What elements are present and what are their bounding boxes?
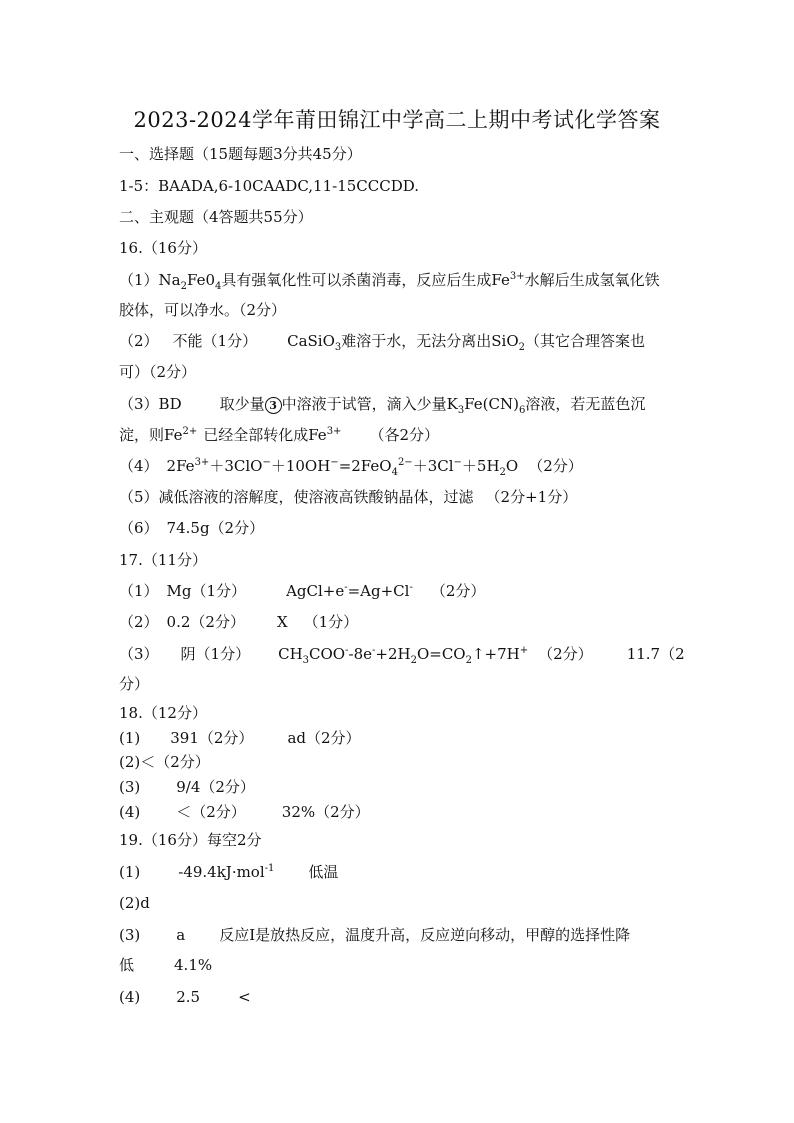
text: 不能（1分） (172, 332, 258, 350)
subscript: 2 (518, 342, 526, 353)
text: X (276, 613, 288, 631)
text: -49.4kJ·mol (178, 863, 265, 881)
text: O (505, 457, 519, 475)
q16-part2 (119, 331, 645, 351)
superscript: + (519, 645, 529, 656)
text: （3） (119, 645, 159, 663)
section2-heading: 二、主观题（4答题共55分） (119, 208, 313, 226)
q17-part3-line2: 分） (119, 675, 150, 693)
text: Fe0 (187, 271, 216, 289)
text: 难溶于水，无法分离出SiO (341, 332, 519, 350)
superscript: 3+ (194, 457, 210, 468)
q19-part3 (119, 925, 630, 945)
text: 11.7（2 (626, 645, 685, 663)
text: 2.5 (176, 988, 201, 1006)
superscript: 2+ (182, 426, 198, 437)
q18-heading: 18.（12分） (119, 704, 207, 722)
text: (3) (119, 778, 141, 796)
superscript: - (344, 582, 348, 593)
text: a (176, 926, 186, 944)
q18-part2: (2)＜（2分） (119, 753, 210, 771)
text: （1分） (303, 613, 359, 631)
q16-part3 (119, 394, 645, 414)
superscript: - (345, 645, 349, 656)
q16-heading: 16.（16分） (119, 239, 207, 257)
text: （2分） (528, 457, 583, 475)
q16-part5 (119, 487, 577, 507)
text: 2Fe (166, 457, 195, 475)
page-title: 2023-2024学年莆田锦江中学高二上期中考试化学答案 (133, 108, 661, 132)
q17-part3 (119, 644, 685, 664)
subscript: 2 (465, 655, 472, 666)
text: 中溶液于试管，滴入少量K (281, 395, 458, 413)
q19-part2: (2)d (119, 894, 150, 912)
text: AgCl+e (286, 582, 345, 600)
text: -8e (348, 645, 372, 663)
superscript: -1 (264, 863, 275, 874)
subscript: 4 (215, 281, 222, 292)
text: ad（2分） (287, 729, 361, 747)
text: （3）BD (119, 395, 182, 413)
text: 0.2（2分） (166, 613, 245, 631)
subscript: 2 (180, 281, 187, 292)
text: (4) (119, 988, 141, 1006)
text: （5）减低溶液的溶解度，使溶液高铁酸钠晶体，过滤 (119, 488, 474, 506)
subscript: 3 (302, 655, 310, 666)
q16-part3-line2 (119, 425, 439, 445)
text: ＋10OH (270, 457, 331, 475)
superscript: 2− (397, 457, 413, 468)
subscript: 6 (518, 405, 526, 416)
text: CaSiO (287, 332, 335, 350)
text: 低 (119, 956, 135, 974)
q17-part1 (119, 581, 485, 601)
subscript: 2 (499, 467, 506, 478)
subscript: 2 (410, 655, 417, 666)
text: 已经全部转化成Fe (203, 426, 327, 444)
circled-number-icon: 3 (265, 397, 282, 414)
text: =2FeO (338, 457, 392, 475)
q18-part4 (119, 802, 370, 822)
text: (3) (119, 926, 141, 944)
subscript: 4 (391, 467, 398, 478)
q16-part6 (119, 518, 264, 538)
text: （1） (119, 582, 159, 600)
q16-part1 (119, 270, 660, 290)
section1-heading: 一、选择题（15题每题3分共45分） (119, 145, 362, 163)
text: 4.1% (174, 956, 213, 974)
text: （6） (119, 519, 159, 537)
q16-part2-line2: 可）（2分） (119, 363, 197, 381)
text: 溶液，若无蓝色沉 (525, 395, 646, 413)
text: 32%（2分） (281, 803, 370, 821)
text: 取少量 (219, 395, 265, 413)
subscript: 3 (457, 405, 465, 416)
q18-part3 (119, 777, 255, 797)
text: ↑+7H (471, 645, 520, 663)
text: 低温 (308, 863, 339, 881)
text: （4） (119, 457, 159, 475)
text: COO (309, 645, 346, 663)
superscript: - (372, 645, 376, 656)
section1-answers: 1-5：BAADA,6-10CAADC,11-15CCCDD. (119, 177, 420, 195)
text: (1) (119, 863, 141, 881)
text: 淀，则Fe (119, 426, 183, 444)
text: ＜（2分） (176, 803, 246, 821)
subscript: 3 (334, 342, 342, 353)
text: Fe(CN) (464, 395, 519, 413)
text: O=CO (416, 645, 466, 663)
text: Mg（1分） (166, 582, 247, 600)
text: (1) (119, 729, 141, 747)
text: ＋3Cl (412, 457, 454, 475)
q16-part4 (119, 456, 583, 476)
text: =Ag+Cl (347, 582, 410, 600)
text: CH (278, 645, 303, 663)
q17-part2 (119, 612, 358, 632)
text: 水解后生成氢氧化铁 (524, 271, 660, 289)
text: 74.5g（2分） (166, 519, 265, 537)
text: （2） (119, 613, 159, 631)
text: 反应Ⅰ是放热反应，温度升高，反应逆向移动，甲醇的选择性降 (219, 926, 631, 944)
text: 具有强氧化性可以杀菌消毒，反应后生成Fe (221, 271, 510, 289)
q19-heading: 19.（16分）每空2分 (119, 831, 262, 849)
text: 391（2分） (170, 729, 254, 747)
text: （2分+1分） (485, 488, 578, 506)
text: 阴（1分） (180, 645, 251, 663)
text: （2分） (430, 582, 486, 600)
text: （2分） (538, 645, 593, 663)
q19-part1 (119, 862, 338, 882)
text: (4) (119, 803, 141, 821)
superscript: 3+ (509, 271, 525, 282)
text: （其它合理答案也 (525, 332, 646, 350)
superscript: − (453, 457, 462, 468)
superscript: - (409, 582, 413, 593)
text: （各2分） (369, 426, 439, 444)
text: ＋5H (461, 457, 500, 475)
q19-part3-line2 (119, 955, 212, 975)
text: 9/4（2分） (176, 778, 255, 796)
text: （1）Na (119, 271, 181, 289)
text: +2H (375, 645, 411, 663)
superscript: 3+ (326, 426, 342, 437)
q18-part1 (119, 728, 361, 748)
text: < (238, 988, 251, 1006)
q17-heading: 17.（11分） (119, 551, 207, 569)
text: ＋3ClO (209, 457, 263, 475)
superscript: − (262, 457, 271, 468)
text: （2） (119, 332, 159, 350)
q16-part1-line2: 胶体，可以净水。（2分） (119, 301, 287, 319)
q19-part4 (119, 987, 251, 1007)
superscript: − (330, 457, 339, 468)
